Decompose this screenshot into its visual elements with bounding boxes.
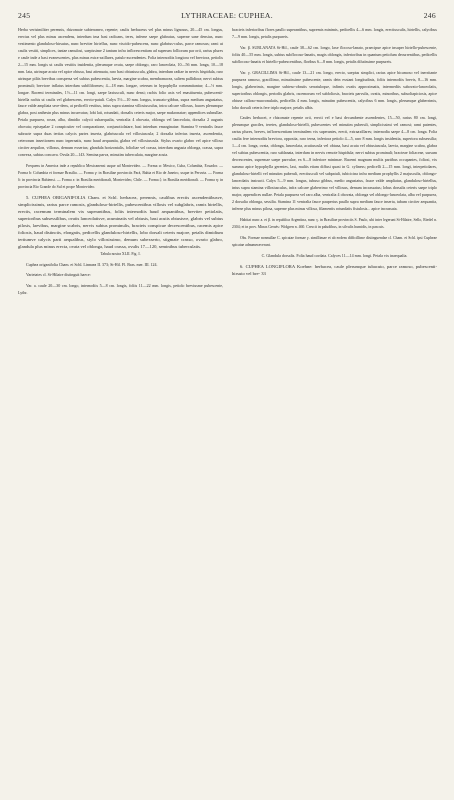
species-diagnosis-6: 6. CUPHEA LONGIFLORA Koehne: herbacea, caule plerumque tubacuto, parce ramoso, pubescenti-hirsuto vel bre- 33	[232, 263, 437, 276]
page-number-right: 246	[423, 11, 436, 20]
variety-gamma: Var. γ. GRACILLIMA St-Hil., caule 13—21 cm. longo, erecto, saepius simplici, rarius apice bicamoso vel inerritante purpurea ramoso, gracillimo, minutissime pubescente, ramis dein exstant longitudinis, foliis internodiis brevis, 8—16 mm. longis, glaberrimis, margine subteso-obrutis serratuloque, infimis ovatis approximatis, intermediis subovato-lanceolatis, superioribus oblongis, periodis glabris, racemorum vel subfoliosis, bracteis parvulis, ovatis, minoribus, subsoltapiciosis, apice obtuse calloso-mucronulatis, pedicellis 4 mm. longis, minutim pubescentis, calycibus 6 mm. longis, plerumque glaberrimis, lobo dorsali ceteris fere triplo majore, petalis albis.	[232, 69, 437, 110]
observation-note: Obs. Formae nonnullae C. spicatae formae γ. simillimae et ab eodem difficillime distinguendae cl. Cham. et Schl. ipsi Cupheae spicatae adnumeraverunt.	[232, 235, 437, 247]
right-column	[232, 27, 437, 789]
species-description: Herba verisimiliter perennis, rhizomate subterraneo, repente; caulis herbaceus vel plus minus lignosus, 20—45 cm. longus, erectus vel plus minus ascendens, interdum ima basi radicans, teres, inferne saepe glabratus, superne sane densius, nunc vestimento glanduloso-hirsutus, nunc breviter hirtellus, nunc viscido-pubescens, nunc glabrius-culus, parce ramosus; rami ut caulis vestiti, simplices, tantae ramulosi, saepissime 2 tantum infra inflorescentiam ad superum folliorum par orti, rarius plures e caule inde a basi evanescentes, plus minus extra-axillares, patulo-ascendentes. Folia internodiis longiora vel breviora, petiolis 2—15 mm. longis ut caulis vestitis insidentia, plerumque ovata, saepe oblongo, raro lanceolata, 10—56 mm. longa, 10—18 mm. lata, utrinque acuta vel apice obtusa, basi attenuata, raro basi obtusiuscula, glabra, interdum radiae in nervis hispidula, raro utrinque piliis brevibus conspersa vel subtus pubescentia, laevia, margine scabra, membranacea, saltem pallidiora; nervi subtus prominuli; breviore inflatus interdum subfiliformes; 4—18 mm. longae, ceterum in hypophylla commmitantur; 4—½ mm. longae. Racemi terminales, 1½—11 cm. longi, saepe laxiusculi, nunc densi; rachis folio axis vel enastituenta, pubescenti-hirtella rachis ut caulis vel glabrescens, erecto-patuli. Calyx 5½—10 mm. longus, truncato-gibbus, supra medium angustatus, fauce valde ampliata sece-dens, at pedicelli vestitus, intus supra stamina villosiusculus, intra calcare villosus, fauces plerumque glabra, post anthesin plus minus incurvatus; lobi lati, rotundati, dorsalis ceteris major, saepe mukronatae; appendices subnullae. Petala purpurea, rosea, alba, dimidio calycii subaequalia, ventralia 4 obovata, oblonga vel lanceolata, dorsalia 2 augusts obovata; episepalae 2 conspicuiter vel comparatione, conjunctiolatare, basi interdum emarginatae. Stamina 9 ventralis fauce subracte supra duas tertias calycis partes inserta, glabriuscula vel villosiuscula; 2 dorsalia inferius inserta, ascendentia, ceterorum insertionem nunc inpernatis, nunc haud aequantia, glabra vel villosiuscula. Stylus ovario glabro vel apice villoso circiter aequilon, villosus, demum exsertus; glandula horizontalis, folioliae vel crassa, interdum angusta oblonga, crassa, supra convexa, subtus concava. Ovula 20—143. Semina parva, minutim tuberculata, margine acuta.	[18, 27, 223, 158]
distribution-note: Frequens in America inde a republica Mexicanensi usque ad Montevideo. — Forma α: Mexico, Cuba, Columbia, Ecuador. — Forma b: Columbia et formae Brasilia. — Forma γ: in Brasiliae provinciis Pará, Bahia et Rio de Janeiro, usque in Peruvia. — Forma δ: in provincia Bahiensi. — Forma ε: in Brasilia meridionali, Montevideo, Chile. — Forma ζ: in Brasilia meridionali. — Forma η: in provincia Rio Grande do Sul et prope Montevideo.	[18, 164, 223, 189]
variety-beta: Var. β. SUBLANATA St-Hil., caule 38—62 cm. longo, laxe flocoso-lanato, praecipue apice insuper hirtello-pubescente, foliis 40—55 mm. longis, subtus subflocoso-lanatis, magis oblongis, inferioribus in quantum petiolum decurrentibus, pedicellis subflocoso-lanatis et hirtello-pubescentibus, floribus 6—8 mm. longis, petalis dilutissime purpureis.	[232, 44, 437, 64]
running-header	[18, 11, 436, 23]
section-heading-c: C. Glandula dorsalis. Folia haud cordata. Calyces 11—14 mm. longi. Petala vix inaequalia.	[261, 252, 408, 258]
habitat-note: Habitat nunc a. et β. in republica Argentina, nunc γ. in Brasiliae provinciis S. Paulo, ubi inter legerunt St-Hilaire, Sello, Riedel n. 2304; et in prov. Minas Geraës: Widgren n. 460. Crescit in paludibus, in silvulis humidis, in pascuis.	[232, 217, 437, 229]
plate-reference: Tabula nostra XLII. Fig. I.	[100, 251, 141, 256]
species-diagnosis-5: 5. CUPHEA ORIGANIFOLIA Cham. et Schl. herbacea, perennis, caulibus erectis ascendentibusve, simplicissimis, rarius parce ramosis, glanduloso-hirtellis, pubescentibus villosis vel subglabris, ramis hirtellis, erectis, racemum terminalem vix superantibus, foliis internodiis haud aequantibus, breviter petiolatis, superioribus subsessilibus, ovatis lanceolatisve, acuminatis vel obtusis, basi acutis obtusisve, glabris vel subtus pilosis, laevibus, margine scabris, nervis subtus prominulis, bracteis conspicue decrescentibus, racemis apice foliosis, haud distinctis, elongatis, pedicellis glanduloso-hirtellis, lobo dorsali ceteris majore, petalis dimidium tertiumve calycis parti aequalibus, stylo villosissimo, demum subexserto, stigmate crasso, ovario glabro, glandula plus minus erecta, ovata vel oblonga, haud crassa, ovulis 17—120, seminibus tuberculatis.	[18, 194, 223, 249]
variety-a: Var. a. caule 20—30 cm. longo, internodiis 5—8 cm. longis, foliis 11—22 mm. longis, petiolo breviusme pubescente, Lythr.	[18, 283, 223, 296]
synonymy: Cuphea origanifolia Cham. et Schl. Linnaea II. 373; St-Hil. Fl. Bras. mer. III. 124.	[26, 261, 158, 267]
running-title: LYTHRACEAE: CUPHEA.	[181, 11, 273, 20]
varieties-intro: Varietates cl. St-Hilaire distinguit haece:	[26, 272, 91, 278]
species-description-5: Caules herbacei, e rhizomate repente orti, erecti vel e basi decumbente ascendentes, 15—50, rarius 80 cm. longi, plerumque graciles, teretes, glanduloso-hirtelli, pubescentes vel minutim puberuli, simplicissimi vel ramosi; rami patentes, rarius plures, breves, inflorescentiam terminalem vix superantes, erecti, extraaxillares; internodia saepe 4—8 cm. longa. Folia caulia fere internodiis breviora, opposita, raro terna, inferiora petiolo 4—5, raro 8 mm. longis insidentia, superiora subsessilia; 1—4 cm. longa, ovata, oblonga, lanceolata, acutiuscula vel obtusa, basi acuta vel obtusiuscula, laevia, margine scabra, glabra vel subtus pubescentia, raro sublanata, interdum in nervis remote hispidula; nervi subtus prominuli; bracteae foliaceae, sursum decrescentes, supremae saepe parvulae, ex 6—8 inferiore minimae. Racemi magnum multis partibus occupantes, foliosi, vix summo apice hypophylla gerentes, laxi, multis etiam diffusi quasi in G. cyliness; pedicelli 2—15 mm. longi, interpetiolares, glanduloso-hirtelli vel minutim puberuli, erectiusculi vel subpatuli, tubicicina infra medium prophyllis 2 majusculis, oblongo-lanceolatis instructi. Calyx 5—9 mm. longus, tubuso gibbus, medio angustatus, fauce valde ampliatus, glanduloso-hirtellus, intus supra stamina villosiusculus, infra calcare glaberrimo vel villosus, demum incrassatus; lobus dorsalis ceteris saepe triplo major, appendices nullae. Petala purpurea vel raro alba, ventralia 4 obovata, oblonga vel oblongo-lanceolata, alba vel purpurea, 2 dorsalia oblonga, sessilia. Stamina 11 ventralia fauce pauperius paullo supra medium fauce inserta, tubum circiter aequantia, inferne plus minus pilosa, superne plus minus villosa, filamentis rotundatis fistulosis... apice incrassata.	[232, 115, 437, 211]
left-column	[18, 27, 223, 789]
page-number-left: 245	[18, 11, 31, 20]
variety-a-continued: bracteis inferioribus flores paullo superantibus, supremis minimis, pedicellis 4—6 mm. longis, erectiusculis, hirtellis, calycibus 7—9 mm. longis, petalis purpureis.	[232, 27, 437, 39]
